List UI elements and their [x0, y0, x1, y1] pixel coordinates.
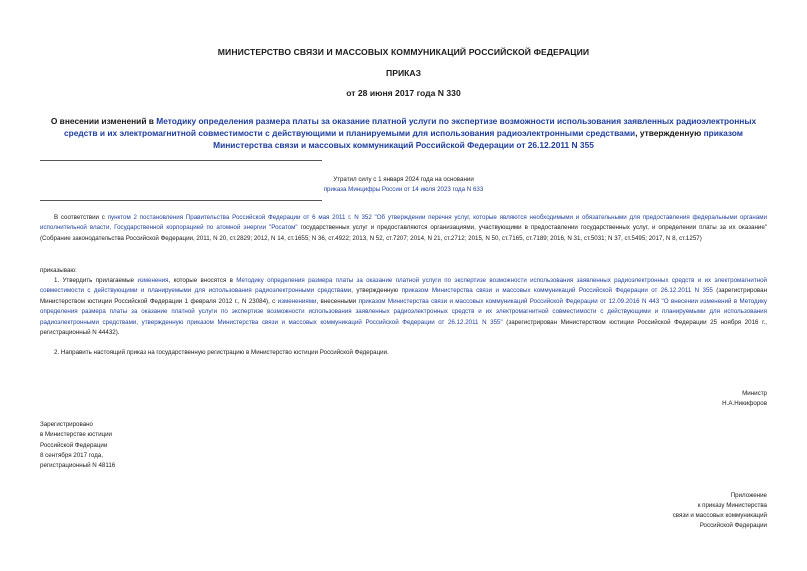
preamble-resolution-352-link[interactable]: пунктом 2 постановления Правительства Российской Федерации от 6 мая 2011 г. N 352 "Об утверждении перечня услуг, которые являются необходимыми и обязательными для предоставления федеральными органами исполнительной власти, Государственной корпорацией по атомной энергии "Росатом" [40, 214, 767, 232]
title-methodology-link[interactable]: Методику определения размера платы за оказание платной услуги по экспертизе возможности использования заявленных радиоэлектронных средств и их электромагнитной совместимости с действующими и планируемыми для использования радиоэлектронными средствами [63, 116, 757, 139]
appendix-line-2: к приказу Министерства [697, 502, 767, 509]
date-number-heading: от 28 июня 2017 года N 330 [346, 88, 461, 98]
item-1-paragraph [40, 276, 767, 338]
item1-text-2: , которые вносятся в [168, 277, 237, 284]
preamble-text-2: государственных услуг и предоставляются организациями, участвующими в предоставлении государственных услуг, и определении платы за их оказание" (Собрание законодательства Российской Федерации, 2011, N 20, ст.2829; 2012, N 14, ст.1655; N 36, ст.4922; 2013, N 52, ст.7207; 2014, N 21, ст.2712; 2015, N 50, ст.7165, ст.7189; 2016, N 31, ст.5031; N 37, ст.5495; 2017, N 8, ст.1257) [40, 224, 767, 242]
title-order-355-link[interactable]: приказом Министерства связи и массовых коммуникаций Российской Федерации от 26.12.2011 N 355 [213, 128, 744, 151]
title-text-pre: О внесении изменений в [50, 116, 157, 126]
signature-block [722, 389, 767, 409]
preamble-paragraph [40, 213, 767, 244]
appendix-line-4: Российской Федерации [699, 522, 767, 529]
registration-line-2: в Министерстве юстиции [40, 431, 113, 439]
bottom-divider [40, 200, 322, 201]
signature-name: Н.А.Никифоров [722, 400, 767, 407]
status-note [40, 175, 767, 195]
doc-type-heading: ПРИКАЗ [386, 68, 421, 78]
item1-text-1: 1. Утвердить прилагаемые [54, 277, 138, 284]
item1-text-4: (зарегистрирован Министерством юстиции Российской Федерации 1 февраля 2012 г., N 23084), с [40, 287, 767, 305]
item-2-paragraph: 2. Направить настоящий приказ на государственную регистрацию в Министерство юстиции Российской Федерации. [54, 349, 389, 356]
item1-text-3: , утвержденную [351, 287, 402, 295]
status-order-633-link[interactable]: приказа Минцифры России от 14 июля 2023 года N 633 [323, 186, 484, 193]
item1-order-443-link[interactable]: приказом Министерства связи и массовых коммуникаций Российской Федерации от 12.09.2016 N 443 "О внесении изменений в Методику определения размера платы за оказание платной услуги по экспертизе возможности использования заявленных радиоэлектронных средств и их электромагнитной совместимости с действующими и планируемыми для использования радиоэлектронными средствами, утвержденную приказом Министерства связи и массовых коммуникаций Российской Федерации от 26.12.2011 N 355" [40, 297, 767, 326]
appendix-line-1: Приложение [730, 492, 767, 499]
title-text-mid: , утвержденную [635, 128, 704, 139]
registration-block [40, 420, 115, 471]
preamble-text-1: В соответствии с [54, 214, 108, 221]
appendix-block [673, 491, 767, 531]
registration-line-3: Российской Федерации [40, 441, 108, 449]
orders-word: приказываю: [40, 267, 77, 274]
item1-order-355-link[interactable]: приказом Министерства связи и массовых коммуникаций Российской Федерации от 26.12.2011 N 355 [401, 287, 713, 295]
document-title [40, 115, 767, 152]
status-note-text: Утратил силу с 1 января 2024 года на основании [333, 176, 474, 183]
item1-methodology-link[interactable]: Методику определения размера платы за оказание платной услуги по экспертизе возможности использования заявленных радиоэлектронных средств и их электромагнитной совместимости с действующими и планируемыми для использования радиоэлектронными средствами [40, 277, 767, 295]
registration-line-1: Зарегистрировано [40, 421, 93, 428]
top-divider [40, 160, 322, 161]
signature-position: Министр [742, 390, 767, 397]
item1-text-5: , внесенными [316, 297, 359, 305]
registration-line-5: регистрационный N 48116 [40, 462, 116, 470]
item1-amendments-link[interactable]: изменениями [277, 297, 317, 305]
item1-text-6: (зарегистрирован Министерством юстиции Российской Федерации 25 ноября 2016 г., регистрационный N 44432). [40, 318, 768, 337]
item1-changes-link[interactable]: изменения [137, 277, 169, 284]
ministry-heading: МИНИСТЕРСТВО СВЯЗИ И МАССОВЫХ КОММУНИКАЦИЙ РОССИЙСКОЙ ФЕДЕРАЦИИ [217, 47, 590, 57]
appendix-line-3: связи и массовых коммуникаций [672, 512, 767, 519]
registration-line-4: 8 сентября 2017 года, [40, 451, 103, 459]
